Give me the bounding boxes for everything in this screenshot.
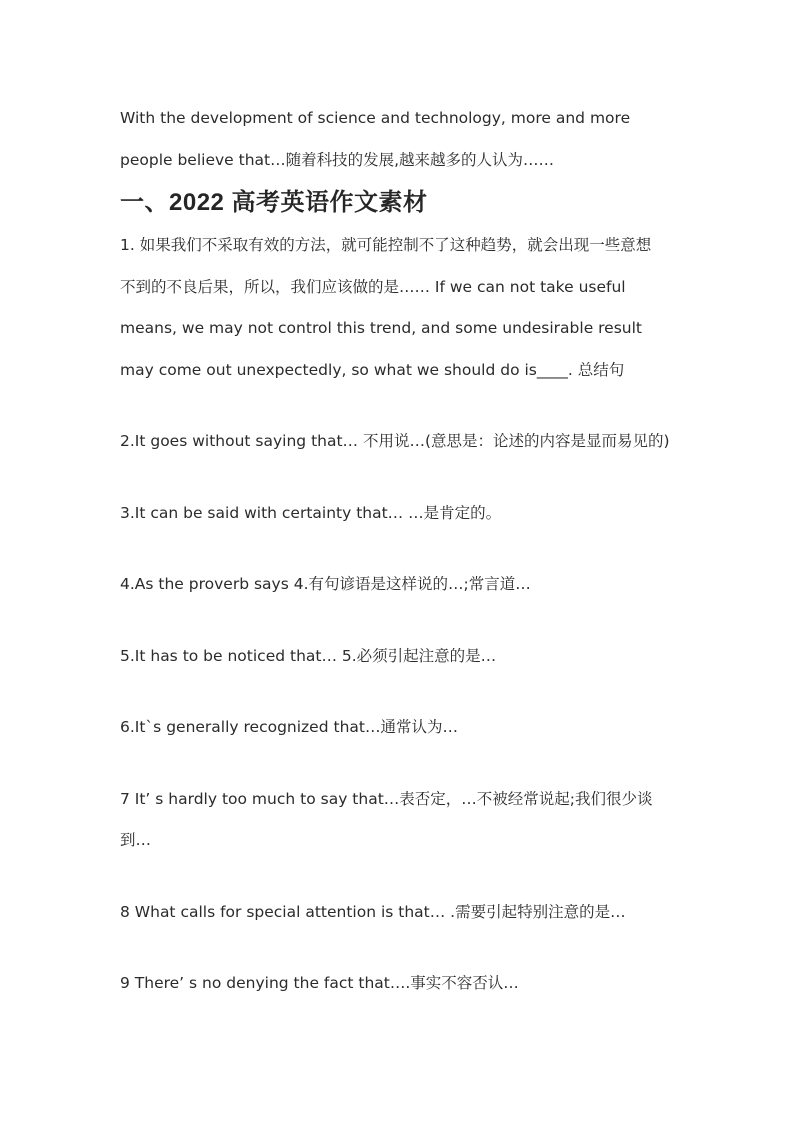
list-item-6 <box>120 707 680 749</box>
list-item-1 <box>120 225 680 391</box>
list-item-line: 6.It`s generally recognized that…通常认为… <box>120 718 458 736</box>
list-item-line: 2.It goes without saying that… 不用说…(意思是：论述的内容是显而易见的) <box>120 432 670 450</box>
intro-line-1: With the development of science and technology, more and more <box>120 109 631 127</box>
list-item-7 <box>120 779 680 862</box>
list-item-line: 7 It’ s hardly too much to say that…表否定，…不被经常说起;我们很少谈 <box>120 789 653 808</box>
blank-line <box>120 862 680 892</box>
list-item-5 <box>120 636 680 678</box>
list-item-8 <box>120 892 680 934</box>
list-item-2 <box>120 421 680 463</box>
list-item-line: may come out unexpectedly, so what we should do is____. 总结句 <box>120 360 625 379</box>
list-item-3 <box>120 493 680 535</box>
list-item-line: 到… <box>120 831 152 849</box>
list-item-line: 不到的不良后果，所以，我们应该做的是…… If we can not take useful <box>120 277 626 296</box>
blank-line <box>120 606 680 636</box>
document-page <box>120 98 680 1005</box>
blank-line <box>120 463 680 493</box>
list-item-line: 5.It has to be noticed that… 5.必须引起注意的是… <box>120 646 497 665</box>
list-item-line: means, we may not control this trend, and some undesirable result <box>120 319 643 337</box>
blank-line <box>120 933 680 963</box>
list-item-line: 4.As the proverb says 4.有句谚语是这样说的…;常言道… <box>120 575 531 593</box>
list-item-line: 1. 如果我们不采取有效的方法，就可能控制不了这种趋势，就会出现一些意想 <box>120 236 652 254</box>
list-item-9 <box>120 963 680 1005</box>
blank-line <box>120 534 680 564</box>
list-item-4 <box>120 564 680 606</box>
intro-line-2: people believe that…随着科技的发展,越来越多的人认为…… <box>120 150 555 169</box>
list-item-line: 8 What calls for special attention is that… .需要引起特别注意的是… <box>120 902 626 921</box>
list-item-line: 3.It can be said with certainty that… …是肯定的。 <box>120 503 502 522</box>
section-heading: 一、2022 高考英语作文素材 <box>120 189 428 216</box>
blank-line <box>120 391 680 421</box>
blank-line <box>120 677 680 707</box>
list-item-line: 9 There’ s no denying the fact that….事实不容否认… <box>120 974 519 992</box>
blank-line <box>120 749 680 779</box>
